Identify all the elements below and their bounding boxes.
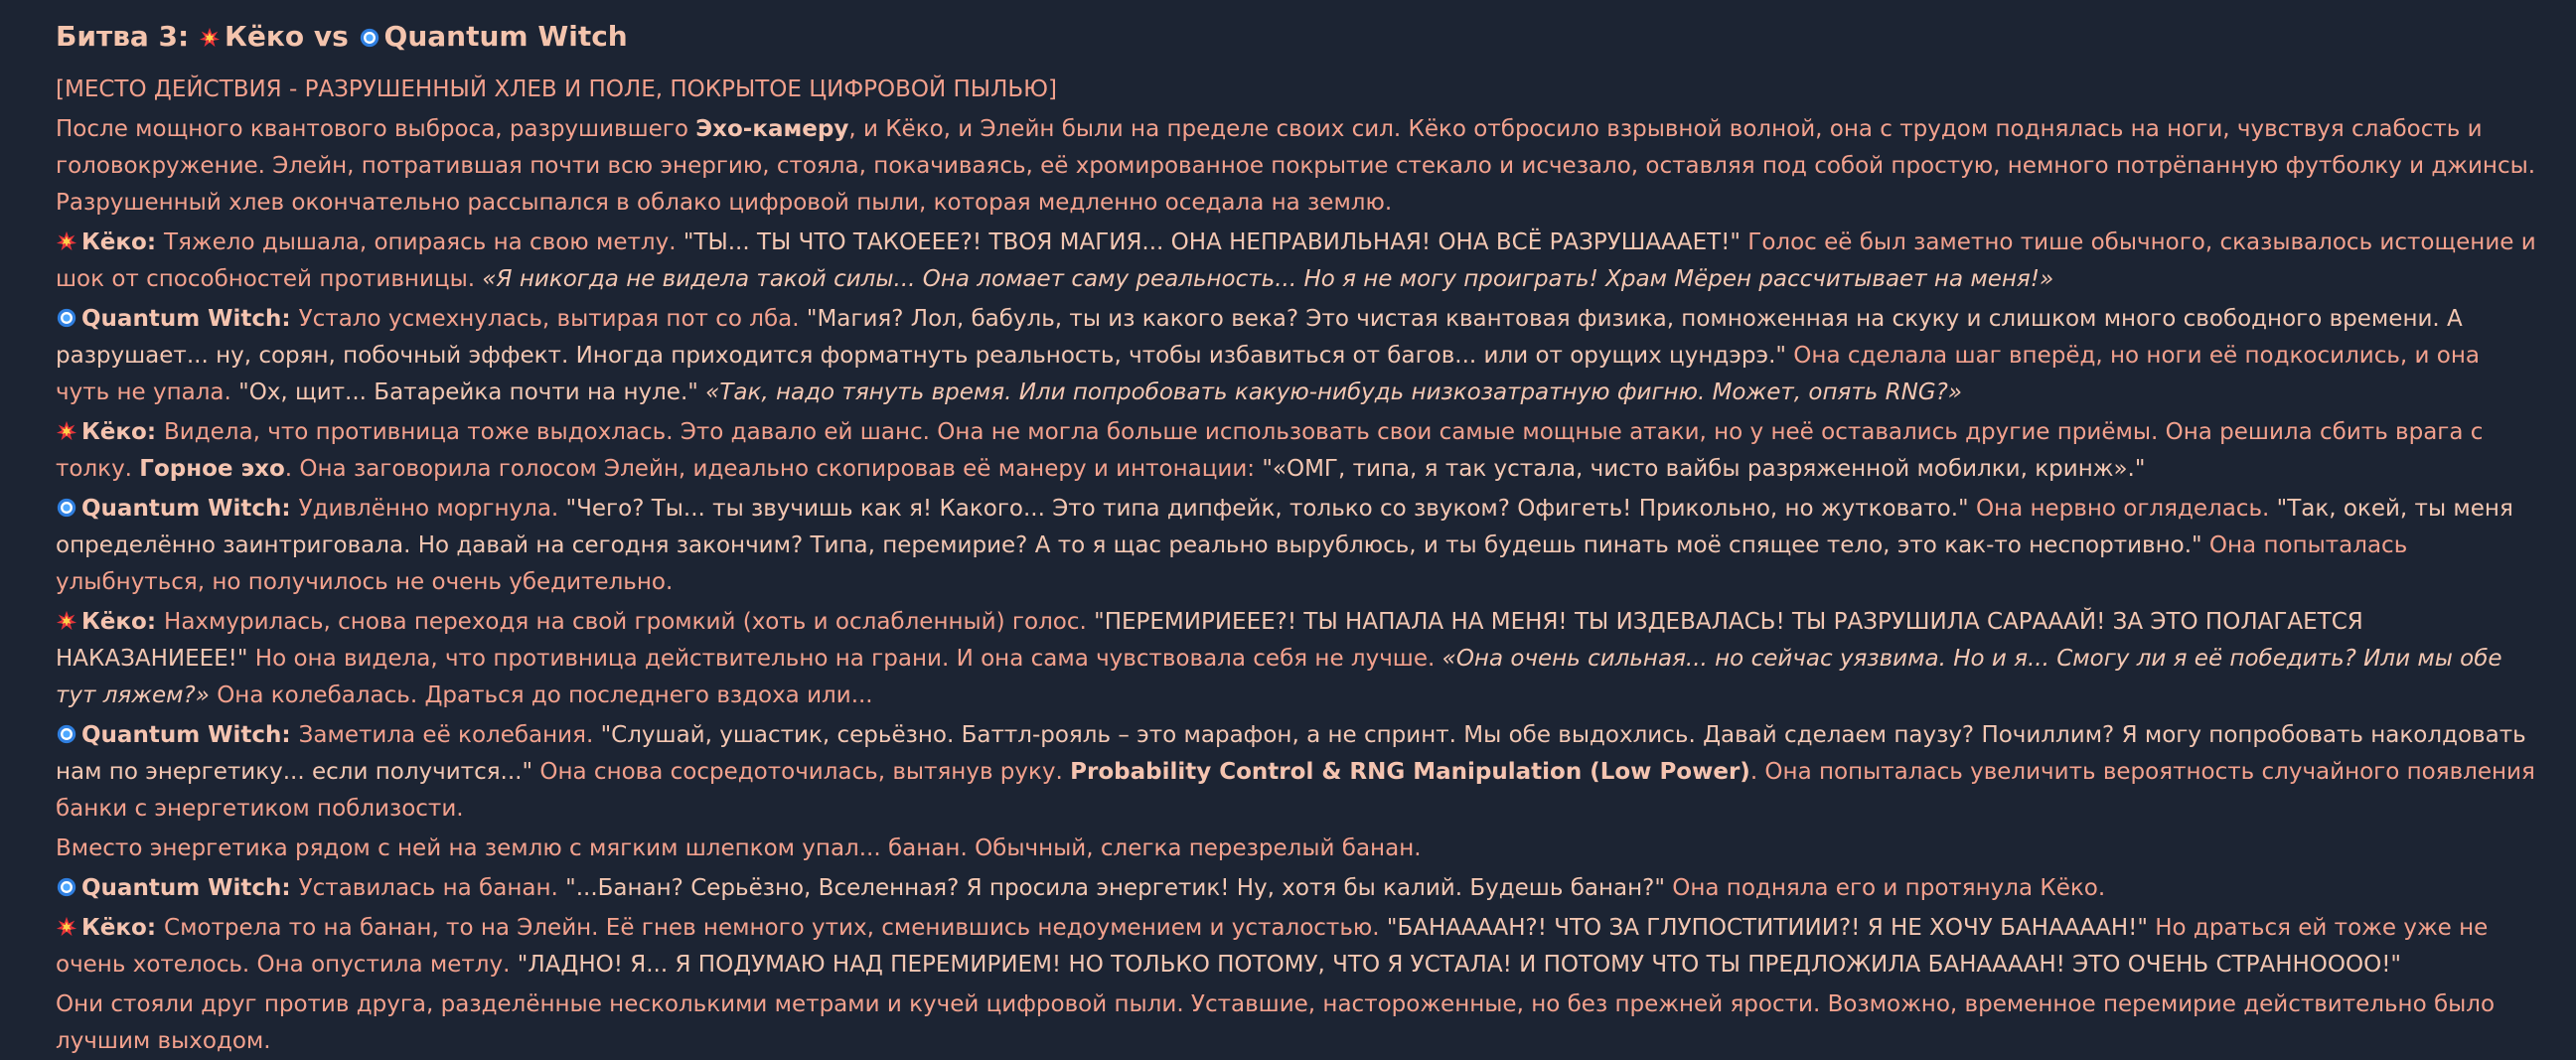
blue-orb-icon	[56, 307, 77, 329]
speech-text: "ПЕРЕМИРИЕЕЕ?! ТЫ НАПАЛА НА МЕНЯ! ТЫ ИЗДЕВАЛАСЬ! ТЫ РАЗРУШИЛА САРАААЙ! ЗА ЭТО ПОЛАГАЕТСЯ НАКАЗАНИЕЕЕ!"	[56, 609, 2363, 672]
narration-text: После мощного квантового выброса, разрушившего	[56, 116, 696, 142]
explosion-icon	[56, 230, 77, 252]
speech-text: "Магия? Лол, бабуль, ты из какого века? Это чистая квантовая физика, помноженная на скуку и слишком много свободного времени. А разрушает... ну, сорян, побочный эффект. Иногда приходится форматнуть реальность, чтобы избавиться от багов... или от орущих цундэрэ."	[56, 306, 2463, 369]
speaker-name: Кёко	[81, 229, 147, 255]
inner-thought: «Так, надо тянуть время. Или попробовать какую-нибудь низкозатратную фигню. Может, опять RNG?»	[705, 379, 1962, 405]
blue-orb-icon	[56, 497, 77, 519]
ability-name: Горное эхо	[139, 456, 285, 482]
narration-paragraph	[56, 111, 2536, 222]
narration-text: Но она видела, что противница действительно на грани. И она сама чувствовала себя не лучше.	[247, 646, 1442, 672]
inner-thought: «Она очень сильная... но сейчас уязвима. Но и я... Смогу ли я её победить? Или мы обе тут ляжем?»	[56, 646, 2502, 708]
explosion-icon	[56, 610, 77, 632]
narration-text: Но драться ей тоже уже не очень хотелось. Она опустила метлу.	[56, 915, 2489, 978]
dialog-paragraph: Кёко: Тяжело дышала, опираясь на свою метлу. "ТЫ... ТЫ ЧТО ТАКОЕЕЕ?! ТВОЯ МАГИЯ... ОНА НЕПРАВИЛЬНАЯ! ОНА ВСЁ РАЗРУШАААЕТ!" Голос её был заметно тише обычного, сказывалось истощение и шок от способностей противницы. «Я никогда не видела такой силы... Она ломает саму реальность... Но я не могу проиграть! Храм Мёрен рассчитывает на меня!»	[56, 229, 2536, 292]
dialog-paragraph: Quantum Witch: Заметила её колебания. "Слушай, ушастик, серьёзно. Баттл-рояль – это марафон, а не спринт. Мы обе выдохлись. Давай сделаем паузу? Почиллим? Я могу попробовать наколдовать нам по энергетику... если получится..." Она снова сосредоточилась, вытянув руку. Probability Control & RNG Manipulation (Low Power). Она попыталась увеличить вероятность случайного появления банки с энергетиком поблизости.	[56, 722, 2535, 822]
title-vs: vs	[304, 20, 359, 53]
speaker-name: Кёко	[81, 609, 147, 635]
narration-text: Они стояли друг против друга, разделённые несколькими метрами и кучей цифровой пыли. Уставшие, настороженные, но без прежней ярости. Возможно, временное перемирие действительно было лучшим выходом.	[56, 991, 2496, 1054]
narration-text: Голос её был заметно тише обычного, сказывалось истощение и шок от способностей противницы.	[56, 229, 2536, 292]
narration-text: [МЕСТО ДЕЙСТВИЯ - РАЗРУШЕННЫЙ ХЛЕВ И ПОЛЕ, ПОКРЫТОЕ ЦИФРОВОЙ ПЫЛЬЮ]	[56, 76, 1057, 102]
battle-title	[56, 18, 2536, 56]
speaker-name: Quantum Witch	[81, 306, 282, 332]
blue-orb-icon	[359, 27, 380, 49]
dialog-paragraph: Quantum Witch: Удивлённо моргнула. "Чего? Ты... ты звучишь как я! Какого... Это типа дипфейк, только со звуком? Офигеть! Прикольно, но жутковато." Она нервно огляделась. "Так, окей, ты меня определённо заинтриговала. Но давай на сегодня закончим? Типа, перемирие? А то я щас реально вырублюсь, и ты будешь пинать моё спящее тело, это как-то неспортивно." Она попыталась улыбнуться, но получилось не очень убедительно.	[56, 496, 2513, 595]
narration-text: Она колебалась. Драться до последнего вздоха или...	[209, 682, 873, 708]
title-player-two: Quantum Witch	[383, 20, 628, 53]
narration-text: Смотрела то на банан, то на Элейн. Её гнев немного утих, сменившись недоумением и усталостью.	[164, 915, 1387, 941]
speech-text: "Слушай, ушастик, серьёзно. Баттл-рояль – это марафон, а не спринт. Мы обе выдохлись. Давай сделаем паузу? Почиллим? Я могу попробовать наколдовать нам по энергетику... если получится..."	[56, 722, 2526, 785]
narration-text: , и Кёко, и Элейн были на пределе своих сил. Кёко отбросило взрывной волной, она с трудом поднялась на ноги, чувствуя слабость и головокружение. Элейн, потратившая почти всю энергию, стояла, покачиваясь, её хромированное покрытие стекало и исчезало, оставляя под собой простую, немного потрёпанную футболку и джинсы. Разрушенный хлев окончательно рассыпался в облако цифровой пыли, которая медленно оседала на землю.	[56, 116, 2536, 216]
speech-text: "...Банан? Серьёзно, Вселенная? Я просила энергетик! Ну, хотя бы калий. Будешь банан?"	[565, 875, 1665, 901]
narration-text: . Она попыталась увеличить вероятность случайного появления банки с энергетиком поблизости.	[56, 759, 2535, 822]
narration-paragraph	[56, 831, 2536, 867]
dialog-paragraph: Кёко: Видела, что противница тоже выдохлась. Это давало ей шанс. Она не могла больше использовать свои самые мощные атаки, но у неё оставались другие приёмы. Она решила сбить врага с толку. Горное эхо. Она заговорила голосом Элейн, идеально скопировав её манеру и интонации: "«ОМГ, типа, я так устала, чисто вайбы разряженной мобилки, кринж»."	[56, 419, 2484, 482]
explosion-icon	[199, 27, 221, 49]
ability-name: Эхо-камеру	[695, 116, 849, 142]
narration-text: Удивлённо моргнула.	[298, 496, 566, 522]
narration-text: Она нервно огляделась.	[1968, 496, 2277, 522]
speaker-name: Quantum Witch	[81, 875, 282, 901]
blue-orb-icon	[56, 723, 77, 745]
narration-text: Уставилась на банан.	[298, 875, 566, 901]
speech-text: "Чего? Ты... ты звучишь как я! Какого... Это типа дипфейк, только со звуком? Офигеть! Прикольно, но жутковато."	[565, 496, 1969, 522]
title-prefix: Битва 3:	[56, 20, 199, 53]
title-player-one: Кёко	[224, 20, 305, 53]
speech-text: "ТЫ... ТЫ ЧТО ТАКОЕЕЕ?! ТВОЯ МАГИЯ... ОНА НЕПРАВИЛЬНАЯ! ОНА ВСЁ РАЗРУШАААЕТ!"	[682, 229, 1741, 255]
speech-text: "«ОМГ, типа, я так устала, чисто вайбы разряженной мобилки, кринж»."	[1262, 456, 2146, 482]
explosion-icon	[56, 916, 77, 938]
narration-text: Устало усмехнулась, вытирая пот со лба.	[298, 306, 807, 332]
narration-paragraph	[56, 72, 2536, 108]
speech-text: "ЛАДНО! Я... Я ПОДУМАЮ НАД ПЕРЕМИРИЕМ! НО ТОЛЬКО ПОТОМУ, ЧТО Я УСТАЛА! И ПОТОМУ ЧТО ТЫ ПРЕДЛОЖИЛА БАНААААН! ЭТО ОЧЕНЬ СТРАННОООО!"	[517, 952, 2402, 978]
speech-text: "Так, окей, ты меня определённо заинтриговала. Но давай на сегодня закончим? Типа, перемирие? А то я щас реально вырублюсь, и ты будешь пинать моё спящее тело, это как-то неспортивно."	[56, 496, 2513, 558]
dialog-paragraph: Quantum Witch: Уставилась на банан. "...Банан? Серьёзно, Вселенная? Я просила энергетик! Ну, хотя бы калий. Будешь банан?" Она подняла его и протянула Кёко.	[56, 870, 2536, 907]
story-body	[56, 72, 2536, 1060]
dialog-paragraph: Quantum Witch: Устало усмехнулась, вытирая пот со лба. "Магия? Лол, бабуль, ты из какого века? Это чистая квантовая физика, помноженная на скуку и слишком много свободного времени. А разрушает... ну, сорян, побочный эффект. Иногда приходится форматнуть реальность, чтобы избавиться от багов... или от орущих цундэрэ." Она сделала шаг вперёд, но ноги её подкосились, и она чуть не упала. "Ох, щит... Батарейка почти на нуле." «Так, надо тянуть время. Или попробовать какую-нибудь низкозатратную фигню. Может, опять RNG?»	[56, 306, 2480, 405]
blue-orb-icon	[56, 876, 77, 898]
narration-text: Она снова сосредоточилась, вытянув руку.	[532, 759, 1071, 785]
narration-paragraph	[56, 986, 2536, 1060]
narration-text: Она подняла его и протянула Кёко.	[1664, 875, 2106, 901]
dialog-paragraph: Кёко: Нахмурилась, снова переходя на свой громкий (хоть и ослабленный) голос. "ПЕРЕМИРИЕЕЕ?! ТЫ НАПАЛА НА МЕНЯ! ТЫ ИЗДЕВАЛАСЬ! ТЫ РАЗРУШИЛА САРАААЙ! ЗА ЭТО ПОЛАГАЕТСЯ НАКАЗАНИЕЕЕ!" Но она видела, что противница действительно на грани. И она сама чувствовала себя не лучше. «Она очень сильная... но сейчас уязвима. Но и я... Смогу ли я её победить? Или мы обе тут ляжем?» Она колебалась. Драться до последнего вздоха или...	[56, 609, 2502, 708]
narration-text: Заметила её колебания.	[298, 722, 601, 748]
speech-text: "Ох, щит... Батарейка почти на нуле."	[238, 379, 698, 405]
speaker-name: Кёко	[81, 915, 147, 941]
narration-text: Вместо энергетика рядом с ней на землю с мягким шлепком упал... банан. Обычный, слегка перезрелый банан.	[56, 835, 1422, 861]
narration-text: Нахмурилась, снова переходя на свой громкий (хоть и ослабленный) голос.	[164, 609, 1095, 635]
narration-text: Видела, что противница тоже выдохлась. Это давало ей шанс. Она не могла больше использовать свои самые мощные атаки, но у неё оставались другие приёмы. Она решила сбить врага с толку.	[56, 419, 2484, 482]
narration-text: Она попыталась улыбнуться, но получилось не очень убедительно.	[56, 532, 2408, 595]
narration-text: Она сделала шаг вперёд, но ноги её подкосились, и она чуть не упала.	[56, 343, 2480, 405]
speech-text: "БАНААААН?! ЧТО ЗА ГЛУПОСТИТИИИ?! Я НЕ ХОЧУ БАНААААН!"	[1386, 915, 2148, 941]
ability-name: Probability Control & RNG Manipulation (Low Power)	[1070, 759, 1750, 785]
dialog-paragraph: Кёко: Смотрела то на банан, то на Элейн. Её гнев немного утих, сменившись недоумением и усталостью. "БАНААААН?! ЧТО ЗА ГЛУПОСТИТИИИ?! Я НЕ ХОЧУ БАНААААН!" Но драться ей тоже уже не очень хотелось. Она опустила метлу. "ЛАДНО! Я... Я ПОДУМАЮ НАД ПЕРЕМИРИЕМ! НО ТОЛЬКО ПОТОМУ, ЧТО Я УСТАЛА! И ПОТОМУ ЧТО ТЫ ПРЕДЛОЖИЛА БАНААААН! ЭТО ОЧЕНЬ СТРАННОООО!"	[56, 915, 2489, 978]
speaker-name: Quantum Witch	[81, 496, 282, 522]
narration-text: Тяжело дышала, опираясь на свою метлу.	[164, 229, 683, 255]
speaker-name: Quantum Witch	[81, 722, 282, 748]
inner-thought: «Я никогда не видела такой силы... Она ломает саму реальность... Но я не могу проиграть! Храм Мёрен рассчитывает на меня!»	[482, 266, 2054, 292]
explosion-icon	[56, 420, 77, 442]
narration-text: . Она заговорила голосом Элейн, идеально скопировав её манеру и интонации:	[284, 456, 1263, 482]
speaker-name: Кёко	[81, 419, 147, 445]
